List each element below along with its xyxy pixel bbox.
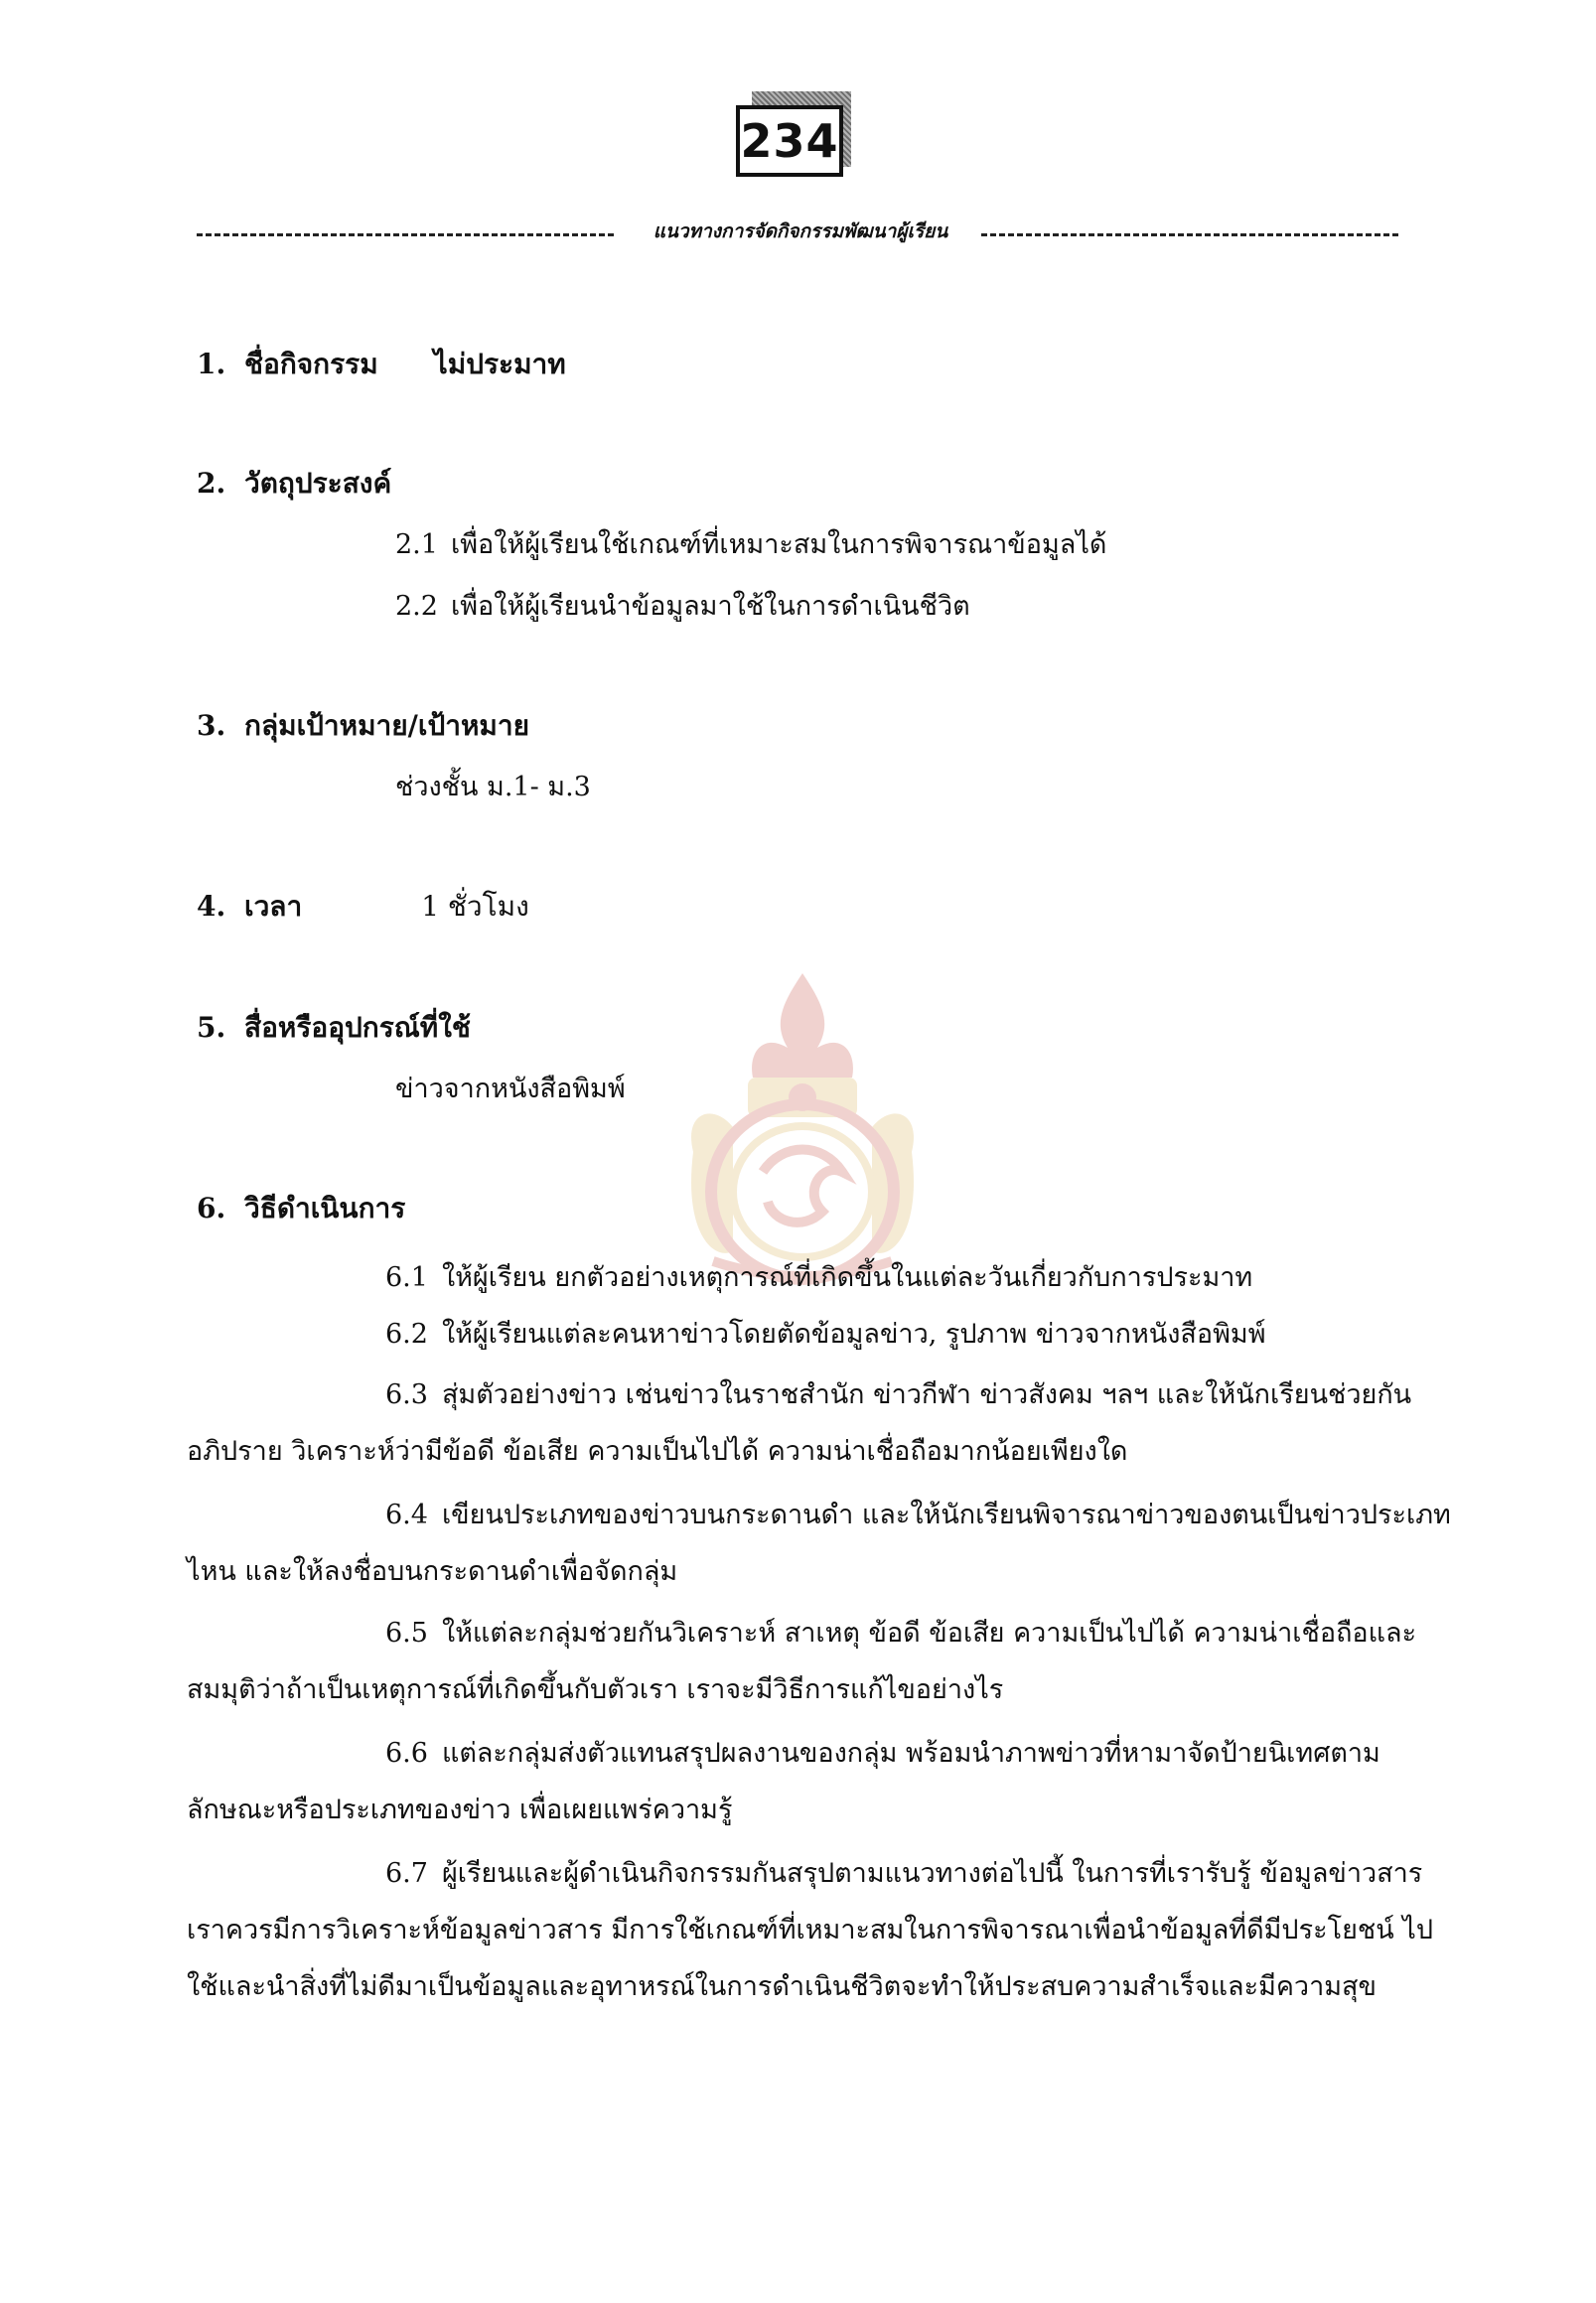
procedure-item-text: แต่ละกลุ่มส่งตัวแทนสรุปผลงานของกลุ่ม พร้อมนำภาพข่าวที่หามาจัดป้ายนิเทศตามลักษณะหรือประเภทของข่าว เพื่อเผยแพร่ความรู้ (187, 1738, 1380, 1825)
procedure-item-number: 6.3 (385, 1379, 428, 1410)
procedure-item (187, 1487, 1458, 1600)
section-3-number: 3. (197, 709, 226, 742)
page-number-box (736, 97, 851, 179)
header-title: แนวทางการจัดกิจกรรมพัฒนาผู้เรียน (653, 220, 948, 242)
section-4-title: เวลา (244, 890, 303, 923)
procedure-item-number: 6.7 (385, 1858, 428, 1889)
procedure-item-number: 6.1 (385, 1262, 428, 1293)
section-1-value: ไม่ประมาท (433, 348, 566, 380)
section-6-title: วิธีดำเนินการ (244, 1192, 406, 1224)
procedure-item-text: ผู้เรียนและผู้ดำเนินกิจกรรมกันสรุปตามแนวทางต่อไปนี้ ในการที่เรารับรู้ ข้อมูลข่าวสาร เราควรมีการวิเคราะห์ข้อมูลข่าวสาร มีการใช้เกณฑ์ที่เหมาะสมในการพิจารณาเพื่อนำข้อมูลที่ดีมีประโยชน์ ไปใช้และนำสิ่งที่ไม่ดีมาเป็นข้อมูลและอุทาหรณ์ในการดำเนินชีวิตจะทำให้ประสบความสำเร็จและมีความสุข (187, 1858, 1433, 2002)
procedure-item-number: 6.2 (385, 1319, 428, 1350)
section-2-number: 2. (197, 467, 226, 500)
procedure-item-text: ให้แต่ละกลุ่มช่วยกันวิเคราะห์ สาเหตุ ข้อดี ข้อเสีย ความเป็นไปได้ ความน่าเชื่อถือและสมมุติว่าถ้าเป็นเหตุการณ์ที่เกิดขึ้นกับตัวเรา เราจะมีวิธีการแก้ไขอย่างไร (187, 1618, 1417, 1705)
procedure-item (187, 1845, 1458, 2015)
procedure-item (187, 1605, 1458, 1718)
section-5-heading (197, 1009, 471, 1047)
procedure-item-number: 6.5 (385, 1618, 428, 1649)
procedure-item-text: สุ่มตัวอย่างข่าว เช่นข่าวในราชสำนัก ข่าวกีฬา ข่าวสังคม ฯลฯ และให้นักเรียนช่วยกันอภิปราย วิเคราะห์ว่ามีข้อดี ข้อเสีย ความเป็นไปได้ ความน่าเชื่อถือมากน้อยเพียงใด (187, 1379, 1412, 1467)
objective-item-text: เพื่อให้ผู้เรียนนำข้อมูลมาใช้ในการดำเนินชีวิต (451, 591, 970, 622)
procedure-item (187, 1306, 1458, 1363)
section-3-value: ช่วงชั้น ม.1- ม.3 (395, 772, 591, 802)
procedure-item (187, 1725, 1458, 1838)
section-1-heading (197, 346, 566, 383)
objective-item-text: เพื่อให้ผู้เรียนใช้เกณฑ์ที่เหมาะสมในการพิจารณาข้อมูลได้ (451, 529, 1107, 560)
objective-item-number: 2.1 (395, 529, 438, 560)
objective-item-number: 2.2 (395, 591, 438, 622)
objective-item (395, 588, 970, 626)
procedure-item-number: 6.4 (385, 1500, 428, 1530)
section-6-number: 6. (197, 1192, 226, 1224)
section-2-heading (197, 465, 391, 503)
section-4-number: 4. (197, 890, 226, 923)
section-1-title: ชื่อกิจกรรม (244, 348, 378, 380)
procedure-item (187, 1249, 1458, 1306)
procedure-item-text: ให้ผู้เรียนแต่ละคนหาข่าวโดยตัดข้อมูลข่าว, รูปภาพ ข่าวจากหนังสือพิมพ์ (441, 1319, 1266, 1350)
procedure-item-text: ให้ผู้เรียน ยกตัวอย่างเหตุการณ์ที่เกิดขึ้นในแต่ละวันเกี่ยวกับการประมาท (441, 1262, 1253, 1293)
section-5-number: 5. (197, 1011, 226, 1044)
page-number: 234 (736, 105, 843, 177)
section-6-heading (197, 1190, 405, 1227)
section-4-value: 1 ชั่วโมง (421, 890, 529, 923)
section-3-heading (197, 707, 529, 745)
header-rule-right (981, 233, 1398, 236)
section-5-value: ข่าวจากหนังสือพิมพ์ (395, 1074, 626, 1104)
procedure-item-number: 6.6 (385, 1738, 428, 1769)
section-4-heading (197, 888, 529, 926)
objective-item (395, 526, 1106, 564)
section-1-number: 1. (197, 348, 226, 380)
procedure-item-text: เขียนประเภทของข่าวบนกระดานดำ และให้นักเรียนพิจารณาข่าวของตนเป็นข่าวประเภทไหน และให้ลงชื่อบนกระดานดำเพื่อจัดกลุ่ม (187, 1500, 1451, 1587)
section-5-title: สื่อหรืออุปกรณ์ที่ใช้ (244, 1011, 471, 1044)
running-header (197, 220, 1398, 242)
header-rule-left (197, 233, 614, 236)
section-3-title: กลุ่มเป้าหมาย/เป้าหมาย (244, 709, 530, 742)
procedure-item (187, 1367, 1458, 1480)
section-2-title: วัตถุประสงค์ (244, 467, 392, 500)
emblem-watermark-icon (653, 963, 951, 1291)
